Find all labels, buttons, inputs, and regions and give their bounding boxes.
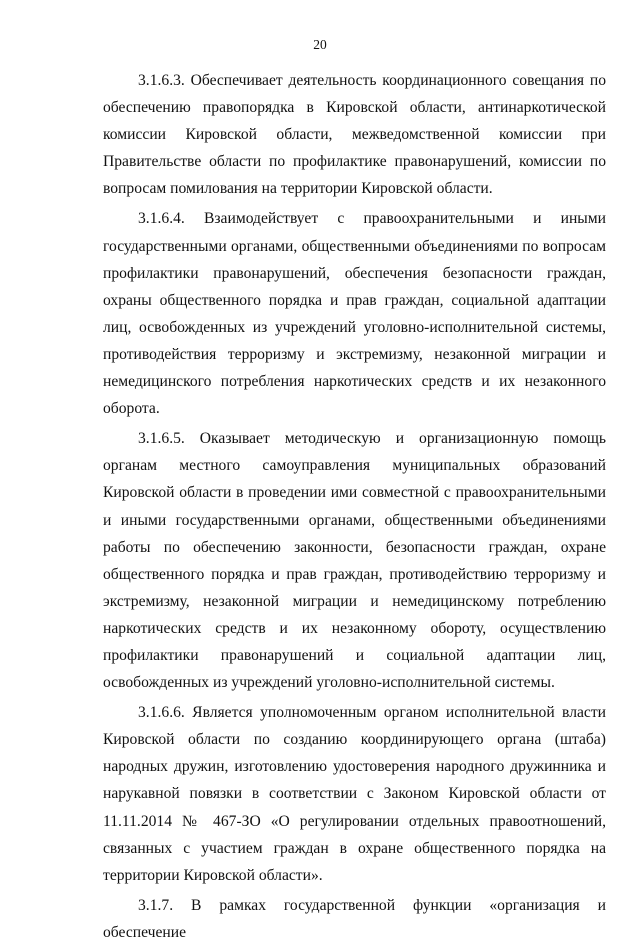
paragraph-3-1-6-6 [103, 699, 606, 889]
paragraph-text: Взаимодействует с правоохранительными и иными государственными органами, общественными объединениями по вопросам профилактики правонарушений, обеспечения безопасности граждан, охраны общественного порядка и прав граждан, социальной адаптации лиц, освобожденных из учреждений уголовно-исполнительной системы, противодействия терроризму и экстремизму, незаконной миграции и немедицинского потребления наркотических средств и их незаконного оборота. [103, 210, 606, 418]
paragraph-text: Оказывает методическую и организационную помощь органам местного самоуправления муниципальных образований Кировской области в проведении ими совместной с правоохранительными и иными государственными органами, общественными объединениями работы по обеспечению законности, безопасности граждан, охране общественного порядка и прав граждан, противодействию терроризму и экстремизму, незаконной миграции и немедицинскому потреблению наркотических средств и их незаконному обороту, осуществлению профилактики правонарушений и социальной адаптации лиц, освобожденных из учреждений уголовно-исполнительной системы. [103, 430, 606, 692]
paragraph-number: 3.1.6.5. [138, 430, 185, 448]
paragraph-number: 3.1.7. [138, 896, 174, 914]
paragraph-text: Является уполномоченным органом исполнительной власти Кировской области по созданию координирующего органа (штаба) народных дружин, изготовлению удостоверения народного дружинника и нарукавной повязки в соответствии с Законом Кировской области от 11.11.2014 № 467-ЗО «О регулировании отдельных правоотношений, связанных с участием граждан в охране общественного порядка на территории Кировской области». [103, 704, 606, 884]
paragraph-3-1-6-4 [103, 205, 606, 422]
paragraph-3-1-7 [103, 892, 606, 946]
paragraph-number: 3.1.6.6. [138, 704, 185, 722]
paragraph-number: 3.1.6.4. [138, 210, 185, 228]
page-number: 20 [313, 37, 327, 52]
paragraph-3-1-6-5 [103, 425, 606, 696]
paragraph-number: 3.1.6.3. [138, 72, 185, 89]
paragraph-text: Обеспечивает деятельность координационного совещания по обеспечению правопорядка в Кировской области, антинаркотической комиссии Кировской области, межведомственной комиссии при Правительстве области по профилактике правонарушений, комиссии по вопросам помилования на территории Кировской области. [103, 72, 606, 198]
paragraph-3-1-6-3 [103, 67, 606, 202]
document-body [103, 67, 606, 949]
paragraph-text: В рамках государственной функции «организация и обеспечение [103, 896, 606, 941]
